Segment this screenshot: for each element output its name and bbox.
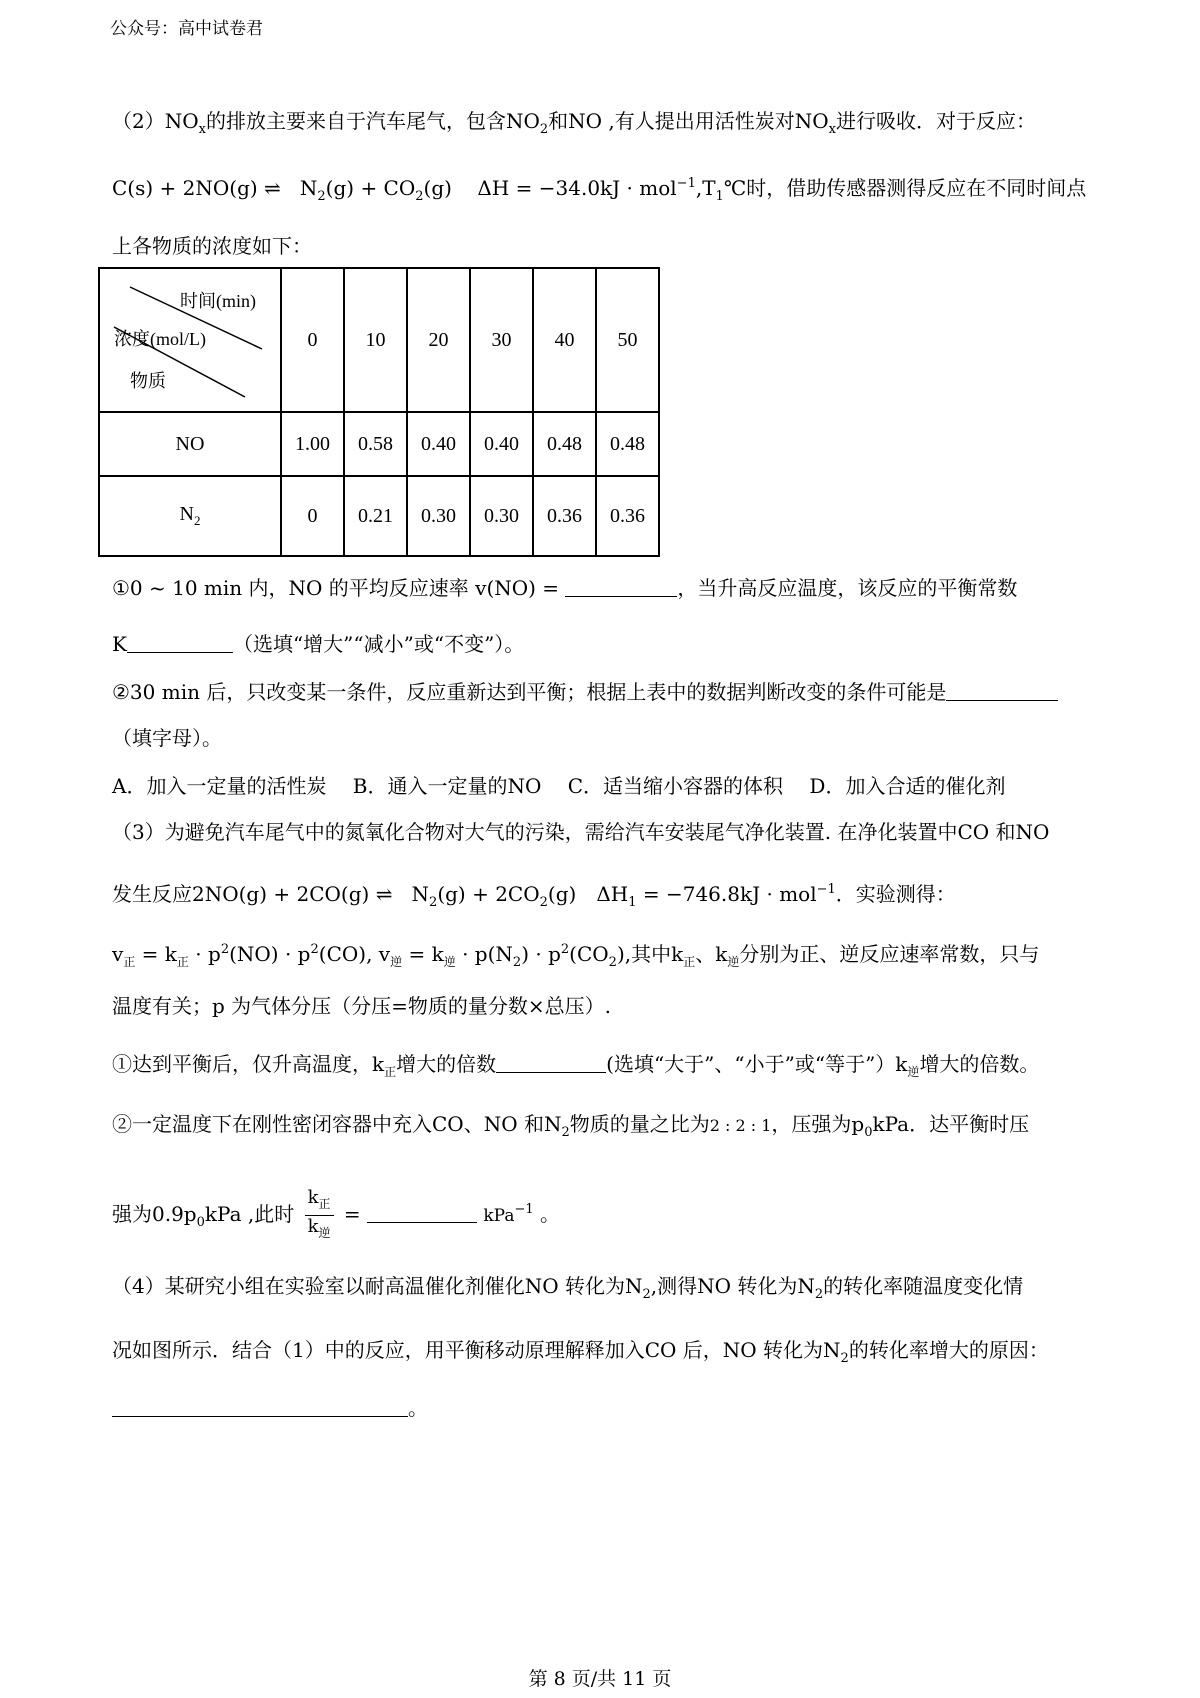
q4-line1: （4）某研究小组在实验室以耐高温催化剂催化NO 转化为$N_2$,测得NO 转化为$N_2$的转化率随温度变化情: [112, 1274, 1024, 1302]
table-row: [99, 412, 659, 476]
equilibrium-arrow-icon: ⇌: [264, 176, 281, 200]
table-row-label: $N_2$: [99, 476, 281, 556]
q2-intro: $(2)NO_x$的排放主要来自于汽车尾气，包含$NO_2$和NO ,有人提出用活性炭对$NO_x$进行吸收．对于反应：: [112, 109, 1037, 137]
answer-blank[interactable]: [565, 578, 677, 597]
answer-blank[interactable]: [112, 1398, 408, 1417]
table-header-row: [99, 268, 659, 412]
table-cell: 0.30: [407, 476, 470, 556]
table-cell: 0.36: [533, 476, 596, 556]
q3-equation: 发生反应2NO(g) + 2CO(g) ⇌ $N_2(g) + 2CO_2(g)$ $\Delta H_1 = -746.8kJ \cdot mol^{-1}$．实验测得：: [112, 882, 956, 910]
q2-equation-cont: 上各物质的浓度如下：: [112, 234, 312, 258]
equilibrium-arrow-icon: ⇌: [375, 882, 393, 906]
q2-equation: C(s) + 2NO(g) ⇌ $N_2(g) + CO_2(g)$ $\Delta H = -34.0kJ \cdot mol^{-1},T_1℃$时，借助传感器测得反应在不同时间点: [112, 176, 1087, 204]
answer-blank[interactable]: [946, 682, 1058, 701]
answer-blank[interactable]: [127, 634, 233, 653]
corner-time-label: 时间(min): [180, 291, 256, 311]
corner-substance-label: 物质: [130, 371, 166, 391]
table-corner-cell: [99, 268, 281, 412]
concentration-table: [98, 267, 660, 557]
q2-part1: ①0 ~ 10 min 内，NO 的平均反应速率 v(NO) = ，当升高反应温度，该反应的平衡常数: [112, 576, 1018, 600]
table-cell: 0.40: [407, 412, 470, 476]
answer-blank[interactable]: [496, 1054, 606, 1073]
table-header-cell: 40: [533, 268, 596, 412]
table-cell: 0: [281, 476, 344, 556]
table-cell: 0.36: [596, 476, 659, 556]
corner-conc-label: 浓度(mol/L): [114, 329, 206, 349]
q4-line2: 况如图所示．结合（1）中的反应，用平衡移动原理解释加入CO 后，NO 转化为$N_2$的转化率增大的原因：: [112, 1338, 1049, 1366]
q3-intro: （3）为避免汽车尾气中的氮氧化合物对大气的污染，需给汽车安装尾气净化装置. 在净化装置中CO 和NO: [112, 820, 1050, 844]
q3-part1: ①达到平衡后，仅升高温度，$k_正$增大的倍数 (选填“大于”、“小于”或“等于$”)k_逆$增大的倍数。: [112, 1052, 1040, 1079]
table-cell: 0.48: [533, 412, 596, 476]
table-row-label: NO: [99, 412, 281, 476]
page-footer: 第 8 页/共 11 页: [528, 1668, 672, 1690]
table-cell: 0.21: [344, 476, 407, 556]
q2-part2-cont: （填字母）。: [112, 726, 222, 750]
table-header-cell: 20: [407, 268, 470, 412]
page-header: 公众号：高中试卷君: [110, 19, 263, 39]
table-cell: 0.48: [596, 412, 659, 476]
table-header-cell: 50: [596, 268, 659, 412]
q4-line3: 。: [112, 1394, 428, 1422]
table-header-cell: 10: [344, 268, 407, 412]
table-header-cell: 30: [470, 268, 533, 412]
answer-blank[interactable]: [367, 1204, 477, 1223]
q3-rate-equation: $v_正 = k_正 \cdot p^2(NO) \cdot p^2(CO)$, $v_逆 = k_逆 \cdot p(N_2) \cdot p^2(CO_2)$,其中$k_正$、$k_逆$分别为正、逆反应速率常数，只与: [112, 942, 1040, 970]
table-cell: 0.40: [470, 412, 533, 476]
q3-rate-cont: 温度有关；p 为气体分压（分压=物质的量分数×总压）.: [112, 994, 612, 1018]
q3-part2-cont: 强为$0.9p_0kPa$ ,此时 $\frac{k_正}{k_逆}$ = kPa$^{-1}$ 。: [112, 1180, 560, 1253]
q2-part2: ②30 min 后，只改变某一条件，反应重新达到平衡；根据上表中的数据判断改变的条件可能是: [112, 678, 1058, 706]
q3-part2: ②一定温度下在刚性密闭容器中充入CO、NO 和$N_2$物质的量之比为2 : 2 : 1，压强为$p_0kPa$．达平衡时压: [112, 1112, 1030, 1140]
table-cell: 1.00: [281, 412, 344, 476]
table-header-cell: 0: [281, 268, 344, 412]
table-cell: 0.58: [344, 412, 407, 476]
table-row: [99, 476, 659, 556]
q2-options: A．加入一定量的活性炭 B．通入一定量的NO C．适当缩小容器的体积 D．加入合适的催化剂: [112, 774, 1006, 798]
rate-constant-ratio: $\frac{k_正}{k_逆}$: [305, 1187, 334, 1244]
table-cell: 0.30: [470, 476, 533, 556]
q2-part1-cont: K （选填“增大”“减小”或“不变”）。: [112, 632, 525, 656]
